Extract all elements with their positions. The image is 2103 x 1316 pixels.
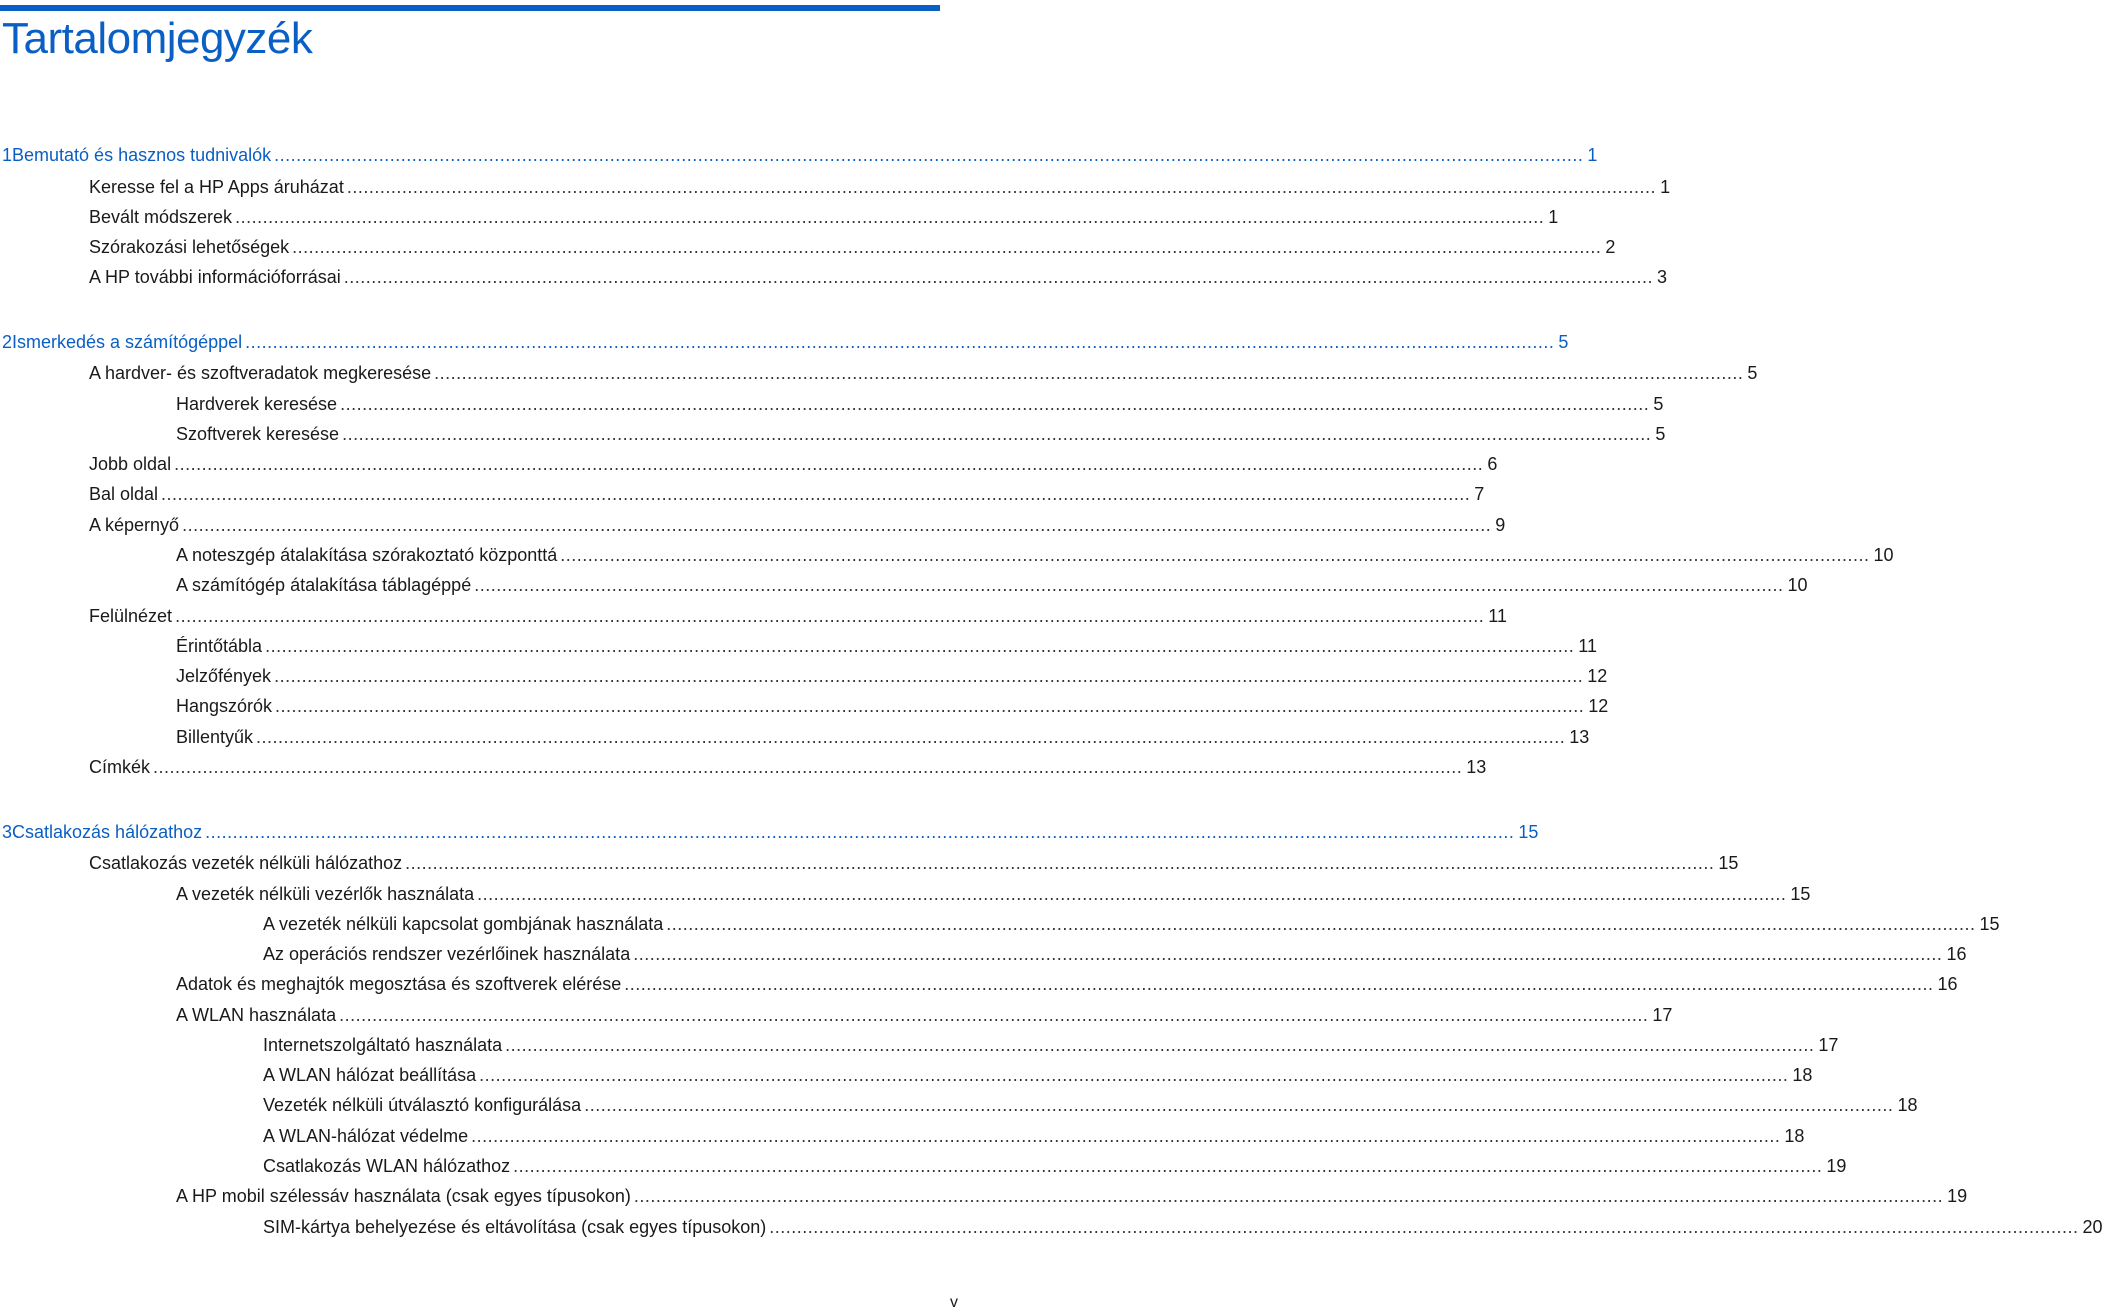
toc-title: A WLAN-hálózat védelme bbox=[263, 1126, 469, 1146]
toc-title: Billentyűk bbox=[176, 727, 254, 747]
toc-title: Hangszórók bbox=[176, 696, 273, 716]
toc-page: 12 bbox=[1588, 696, 1609, 716]
dot-leader: .............................................................................................................................................................................................................................................. bbox=[175, 606, 1485, 626]
toc-page: 17 bbox=[1818, 1035, 1839, 1055]
toc-page: 15 bbox=[1718, 853, 1739, 873]
dot-leader: .............................................................................................................................................................................................................................................. bbox=[275, 696, 1585, 716]
toc-title: A hardver- és szoftveradatok megkeresése bbox=[89, 363, 432, 383]
toc-page: 15 bbox=[1979, 914, 2000, 934]
toc-title: Vezeték nélküli útválasztó konfigurálása bbox=[263, 1095, 582, 1115]
toc-page: 16 bbox=[1937, 974, 1958, 994]
toc-entry[interactable] bbox=[176, 969, 1958, 995]
dot-leader: .............................................................................................................................................................................................................................................. bbox=[245, 332, 1555, 352]
toc-entry[interactable] bbox=[176, 419, 1666, 445]
toc-page: 9 bbox=[1495, 515, 1506, 535]
toc-page: 7 bbox=[1474, 484, 1485, 504]
toc-title: Jobb oldal bbox=[89, 454, 172, 474]
toc-title: A számítógép átalakítása táblagéppé bbox=[176, 575, 472, 595]
dot-leader: .............................................................................................................................................................................................................................................. bbox=[405, 853, 1715, 873]
toc-title: SIM-kártya behelyezése és eltávolítása (csak egyes típusokon) bbox=[263, 1217, 767, 1237]
dot-leader: .............................................................................................................................................................................................................................................. bbox=[340, 394, 1650, 414]
toc-page: 11 bbox=[1578, 636, 1597, 656]
toc-title: Felülnézet bbox=[89, 606, 173, 626]
dot-leader: .............................................................................................................................................................................................................................................. bbox=[174, 454, 1484, 474]
toc-page: 20 bbox=[2082, 1217, 2103, 1237]
toc-entry[interactable] bbox=[89, 601, 1507, 627]
toc-title: Bal oldal bbox=[89, 484, 159, 504]
toc-chapter-3[interactable] bbox=[2, 817, 1539, 843]
toc-title: Bemutató és hasznos tudnivalók bbox=[12, 145, 272, 165]
toc-page: 1 bbox=[1660, 177, 1671, 197]
toc-page: 10 bbox=[1787, 575, 1808, 595]
toc-entry[interactable] bbox=[263, 939, 1967, 965]
dot-leader: .............................................................................................................................................................................................................................................. bbox=[633, 944, 1943, 964]
toc-entry[interactable] bbox=[263, 1060, 1813, 1086]
toc-page: 15 bbox=[1518, 822, 1539, 842]
toc-entry[interactable] bbox=[89, 202, 1559, 228]
toc-page: 11 bbox=[1488, 606, 1507, 626]
toc-title: Szoftverek keresése bbox=[176, 424, 340, 444]
toc-page: 5 bbox=[1747, 363, 1758, 383]
dot-leader: .............................................................................................................................................................................................................................................. bbox=[205, 822, 1515, 842]
toc-page: 18 bbox=[1792, 1065, 1813, 1085]
toc-entry[interactable] bbox=[89, 848, 1739, 874]
toc-title: Adatok és meghajtók megosztása és szoftverek elérése bbox=[176, 974, 622, 994]
page-title: Tartalomjegyzék bbox=[2, 14, 313, 63]
dot-leader: .............................................................................................................................................................................................................................................. bbox=[434, 363, 1744, 383]
dot-leader: .............................................................................................................................................................................................................................................. bbox=[256, 727, 1566, 747]
toc-page: 5 bbox=[1653, 394, 1664, 414]
toc-title: A vezeték nélküli kapcsolat gombjának használata bbox=[263, 914, 664, 934]
dot-leader: .............................................................................................................................................................................................................................................. bbox=[474, 575, 1784, 595]
toc-page: 2 bbox=[1605, 237, 1616, 257]
dot-leader: .............................................................................................................................................................................................................................................. bbox=[265, 636, 1575, 656]
dot-leader: .............................................................................................................................................................................................................................................. bbox=[346, 177, 1657, 197]
toc-title: Csatlakozás vezeték nélküli hálózathoz bbox=[89, 853, 403, 873]
dot-leader: .............................................................................................................................................................................................................................................. bbox=[153, 757, 1463, 777]
toc-page: 17 bbox=[1652, 1005, 1673, 1025]
dot-leader: .............................................................................................................................................................................................................................................. bbox=[505, 1035, 1815, 1055]
toc-entry[interactable] bbox=[89, 172, 1671, 198]
toc-page: 6 bbox=[1487, 454, 1498, 474]
toc-page: 1 bbox=[1548, 207, 1559, 227]
dot-leader: .............................................................................................................................................................................................................................................. bbox=[513, 1156, 1823, 1176]
toc-page: 5 bbox=[1655, 424, 1666, 444]
toc-entry[interactable] bbox=[176, 631, 1597, 657]
dot-leader: .............................................................................................................................................................................................................................................. bbox=[633, 1186, 1944, 1206]
toc-page: 19 bbox=[1947, 1186, 1968, 1206]
toc-title: A HP mobil szélessáv használata (csak egyes típusokon) bbox=[176, 1186, 631, 1206]
toc-entry[interactable] bbox=[89, 510, 1506, 536]
toc-entry[interactable] bbox=[89, 449, 1498, 475]
dot-leader: .............................................................................................................................................................................................................................................. bbox=[182, 515, 1492, 535]
toc-entry[interactable] bbox=[176, 570, 1808, 596]
toc-page: 18 bbox=[1897, 1095, 1918, 1115]
toc-entry[interactable] bbox=[176, 722, 1590, 748]
toc-title: Keresse fel a HP Apps áruházat bbox=[89, 177, 344, 197]
toc-title: A HP további információforrásai bbox=[89, 267, 341, 287]
toc-page: 13 bbox=[1569, 727, 1590, 747]
dot-leader: .............................................................................................................................................................................................................................................. bbox=[343, 267, 1654, 287]
toc-entry[interactable] bbox=[263, 1121, 1805, 1147]
toc-entry[interactable] bbox=[176, 1000, 1673, 1026]
toc-page: 15 bbox=[1790, 884, 1811, 904]
toc-entry[interactable] bbox=[176, 389, 1664, 415]
dot-leader: .............................................................................................................................................................................................................................................. bbox=[479, 1065, 1789, 1085]
toc-entry[interactable] bbox=[263, 1212, 2103, 1238]
dot-leader: .............................................................................................................................................................................................................................................. bbox=[342, 424, 1652, 444]
toc-title: A WLAN hálózat beállítása bbox=[263, 1065, 477, 1085]
toc-entry[interactable] bbox=[176, 540, 1894, 566]
dot-leader: .............................................................................................................................................................................................................................................. bbox=[769, 1217, 2079, 1237]
page-number: v bbox=[950, 1294, 958, 1311]
toc-entry[interactable] bbox=[89, 479, 1485, 505]
toc-title: Internetszolgáltató használata bbox=[263, 1035, 503, 1055]
toc-title: A noteszgép átalakítása szórakoztató központtá bbox=[176, 545, 558, 565]
dot-leader: .............................................................................................................................................................................................................................................. bbox=[666, 914, 1976, 934]
toc-entry[interactable] bbox=[89, 262, 1668, 288]
toc-entry[interactable] bbox=[89, 232, 1616, 258]
toc-title: A WLAN használata bbox=[176, 1005, 337, 1025]
toc-title: Címkék bbox=[89, 757, 151, 777]
toc-title: Az operációs rendszer vezérlőinek használata bbox=[263, 944, 631, 964]
toc-title: Hardverek keresése bbox=[176, 394, 338, 414]
dot-leader: .............................................................................................................................................................................................................................................. bbox=[292, 237, 1602, 257]
dot-leader: .............................................................................................................................................................................................................................................. bbox=[274, 145, 1584, 165]
dot-leader: .............................................................................................................................................................................................................................................. bbox=[477, 884, 1787, 904]
toc-title: Csatlakozás WLAN hálózathoz bbox=[263, 1156, 511, 1176]
dot-leader: .............................................................................................................................................................................................................................................. bbox=[560, 545, 1870, 565]
dot-leader: .............................................................................................................................................................................................................................................. bbox=[339, 1005, 1649, 1025]
toc-title: Csatlakozás hálózathoz bbox=[12, 822, 203, 842]
dot-leader: .............................................................................................................................................................................................................................................. bbox=[624, 974, 1934, 994]
dot-leader: .............................................................................................................................................................................................................................................. bbox=[471, 1126, 1781, 1146]
toc-title: Bevált módszerek bbox=[89, 207, 233, 227]
toc-chapter-1[interactable] bbox=[2, 140, 1598, 166]
toc-page: 1 bbox=[1587, 145, 1598, 165]
toc-entry[interactable] bbox=[176, 661, 1608, 687]
toc-entry[interactable] bbox=[263, 1151, 1847, 1177]
chapter-number: 3 bbox=[2, 822, 13, 842]
toc-entry[interactable] bbox=[89, 752, 1487, 778]
toc-entry[interactable] bbox=[263, 1030, 1839, 1056]
toc-entry[interactable] bbox=[263, 1090, 1918, 1116]
toc-page: 18 bbox=[1784, 1126, 1805, 1146]
toc-page: 10 bbox=[1873, 545, 1894, 565]
dot-leader: .............................................................................................................................................................................................................................................. bbox=[584, 1095, 1894, 1115]
toc-page: 16 bbox=[1946, 944, 1967, 964]
toc-entry[interactable] bbox=[263, 909, 2000, 935]
toc-chapter-2[interactable] bbox=[2, 327, 1569, 353]
toc-title: Ismerkedés a számítógéppel bbox=[12, 332, 243, 352]
toc-entry[interactable] bbox=[176, 879, 1811, 905]
top-rule bbox=[0, 5, 940, 11]
toc-title: Jelzőfények bbox=[176, 666, 272, 686]
toc-entry[interactable] bbox=[89, 358, 1758, 384]
toc-title: Szórakozási lehetőségek bbox=[89, 237, 290, 257]
toc-page: 19 bbox=[1826, 1156, 1847, 1176]
toc-page: 3 bbox=[1657, 267, 1668, 287]
dot-leader: .............................................................................................................................................................................................................................................. bbox=[235, 207, 1545, 227]
toc-entry[interactable] bbox=[176, 691, 1609, 717]
toc-page: 12 bbox=[1587, 666, 1608, 686]
toc-title: A képernyő bbox=[89, 515, 180, 535]
toc-title: Érintőtábla bbox=[176, 636, 263, 656]
dot-leader: .............................................................................................................................................................................................................................................. bbox=[274, 666, 1584, 686]
toc-entry[interactable] bbox=[176, 1181, 1968, 1207]
toc-page: 5 bbox=[1558, 332, 1569, 352]
toc-page: 13 bbox=[1466, 757, 1487, 777]
chapter-number: 2 bbox=[2, 332, 13, 352]
chapter-number: 1 bbox=[2, 145, 13, 165]
toc-title: A vezeték nélküli vezérlők használata bbox=[176, 884, 475, 904]
dot-leader: .............................................................................................................................................................................................................................................. bbox=[161, 484, 1471, 504]
